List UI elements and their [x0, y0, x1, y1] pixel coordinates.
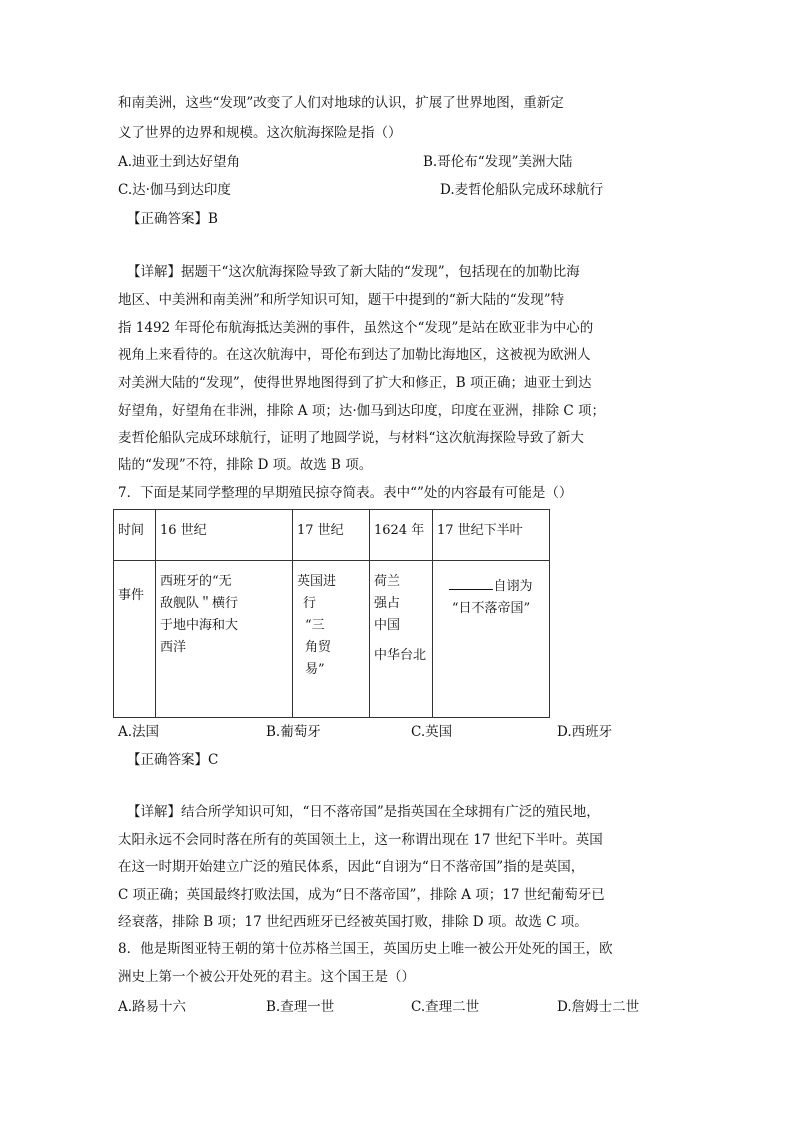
q6-option-b: B.哥伦布“发现”美洲大陆 [423, 154, 573, 170]
q7-answer: 【正确答案】C [127, 752, 219, 768]
cell-line: 西洋 [160, 640, 187, 655]
cell-line: 西班牙的“无 [160, 574, 232, 589]
q6-stem-line-1: 和南美洲，这些“发现”改变了人们对地球的认识，扩展了世界地图，重新定 [118, 95, 564, 111]
table-cell-1624 [370, 561, 433, 718]
q6-stem-line-2: 义了世界的边界和规模。这次航海探险是指（） [118, 125, 402, 141]
q7-option-a: A.法国 [118, 724, 160, 740]
table-cell-16th [156, 561, 293, 718]
q6-explain-line: 好望角，好望角在非洲，排除 A 项；达·伽马到达印度，印度在亚洲，排除 C 项； [118, 403, 606, 419]
q7-option-b: B.葡萄牙 [266, 724, 321, 740]
table-header-cell: 17 世纪下半叶 [433, 510, 550, 561]
q6-option-c: C.达·伽马到达印度 [118, 182, 231, 198]
cell-line: 易” [305, 662, 325, 677]
table-header-cell: 17 世纪 [293, 510, 370, 561]
q7-explain-line: 太阳永远不会同时落在所有的英国领土上，这一称谓出现在 17 世纪下半叶。英国 [118, 832, 603, 848]
cell-line: 角贸 [305, 640, 332, 655]
table-header-cell: 16 世纪 [156, 510, 293, 561]
q7-stem: 7．下面是某同学整理的早期殖民掠夺简表。表中“”处的内容最有可能是（） [118, 485, 573, 501]
cell-line: 于地中海和大 [160, 618, 239, 633]
q6-explain-line: 【详解】据题干“这次航海探险导致了新大陆的“发现”，包括现在的加勒比海 [127, 264, 580, 280]
q6-option-d: D.麦哲伦船队完成环球航行 [440, 182, 604, 198]
q8-option-a: A.路易十六 [118, 999, 187, 1015]
q8-stem-line-1: 8．他是斯图亚特王朝的第十位苏格兰国王，英国历史上唯一被公开处死的国王，欧 [118, 941, 613, 957]
cell-line: 英国进 [297, 574, 337, 589]
q8-stem-line-2: 洲史上第一个被公开处死的君主。这个国王是（） [118, 969, 415, 985]
q8-option-b: B.查理一世 [266, 999, 335, 1015]
q6-option-a: A.迪亚士到达好望角 [118, 154, 241, 170]
answer-blank [449, 575, 493, 590]
q6-answer: 【正确答案】B [127, 211, 218, 227]
cell-line: 荷兰 [374, 574, 401, 589]
cell-line: “三 [305, 618, 325, 633]
q8-option-c: C.查理二世 [411, 999, 480, 1015]
colonial-table [113, 509, 550, 718]
q6-explain-line: 指 1492 年哥伦布航海抵达美洲的事件，虽然这个“发现”是站在欧亚非为中心的 [118, 320, 594, 336]
q6-explain-line: 陆的“发现”不符，排除 D 项。故选 B 项。 [118, 457, 373, 473]
table-row [114, 561, 550, 718]
cell-line: 敌舰队＂横行 [160, 596, 239, 611]
table-header-cell: 时间 [114, 510, 156, 561]
cell-line: 行 [303, 596, 317, 611]
q7-explain-line: 经衰落，排除 B 项；17 世纪西班牙已经被英国打败，排除 D 项。故选 C 项。 [118, 914, 588, 930]
cell-line: “日不落帝国” [451, 601, 531, 616]
q6-explain-line: 麦哲伦船队完成环球航行，证明了地圆学说，与材料“这次航海探险导致了新大 [118, 430, 584, 446]
table-cell-late-17th [433, 561, 550, 718]
cell-line: 中国 [374, 618, 401, 633]
table-cell-17th [293, 561, 370, 718]
cell-line: 强占 [374, 596, 401, 611]
q7-explain-line: 在这一时期开始建立广泛的殖民体系，因此“自诩为“日不落帝国”指的是英国， [118, 859, 585, 875]
cell-line: 中华台北 [374, 648, 427, 663]
table-row-label: 事件 [114, 561, 156, 718]
q6-explain-line: 视角上来看待的。在这次航海中，哥伦布到达了加勒比海地区，这被视为欧洲人 [118, 347, 591, 363]
q7-explain-line: C 项正确；英国最终打败法国，成为“日不落帝国”，排除 A 项；17 世纪葡萄牙已 [118, 887, 605, 903]
table-header-row [114, 510, 550, 561]
q8-option-d: D.詹姆士二世 [557, 999, 640, 1015]
q7-explain-line: 【详解】结合所学知识可知，“日不落帝国”是指英国在全球拥有广泛的殖民地， [127, 804, 600, 820]
q6-explain-line: 地区、中美洲和南美洲”和所学知识可知，题干中提到的“新大陆的“发现”特 [118, 292, 565, 308]
cell-line [437, 575, 545, 598]
q7-option-c: C.英国 [411, 724, 453, 740]
cell-text: 自诩为 [493, 579, 533, 594]
q6-explain-line: 对美洲大陆的“发现”，使得世界地图得到了扩大和修正，B 项正确；迪亚士到达 [118, 375, 592, 391]
q7-option-d: D.西班牙 [557, 724, 613, 740]
table-header-cell: 1624 年 [370, 510, 433, 561]
